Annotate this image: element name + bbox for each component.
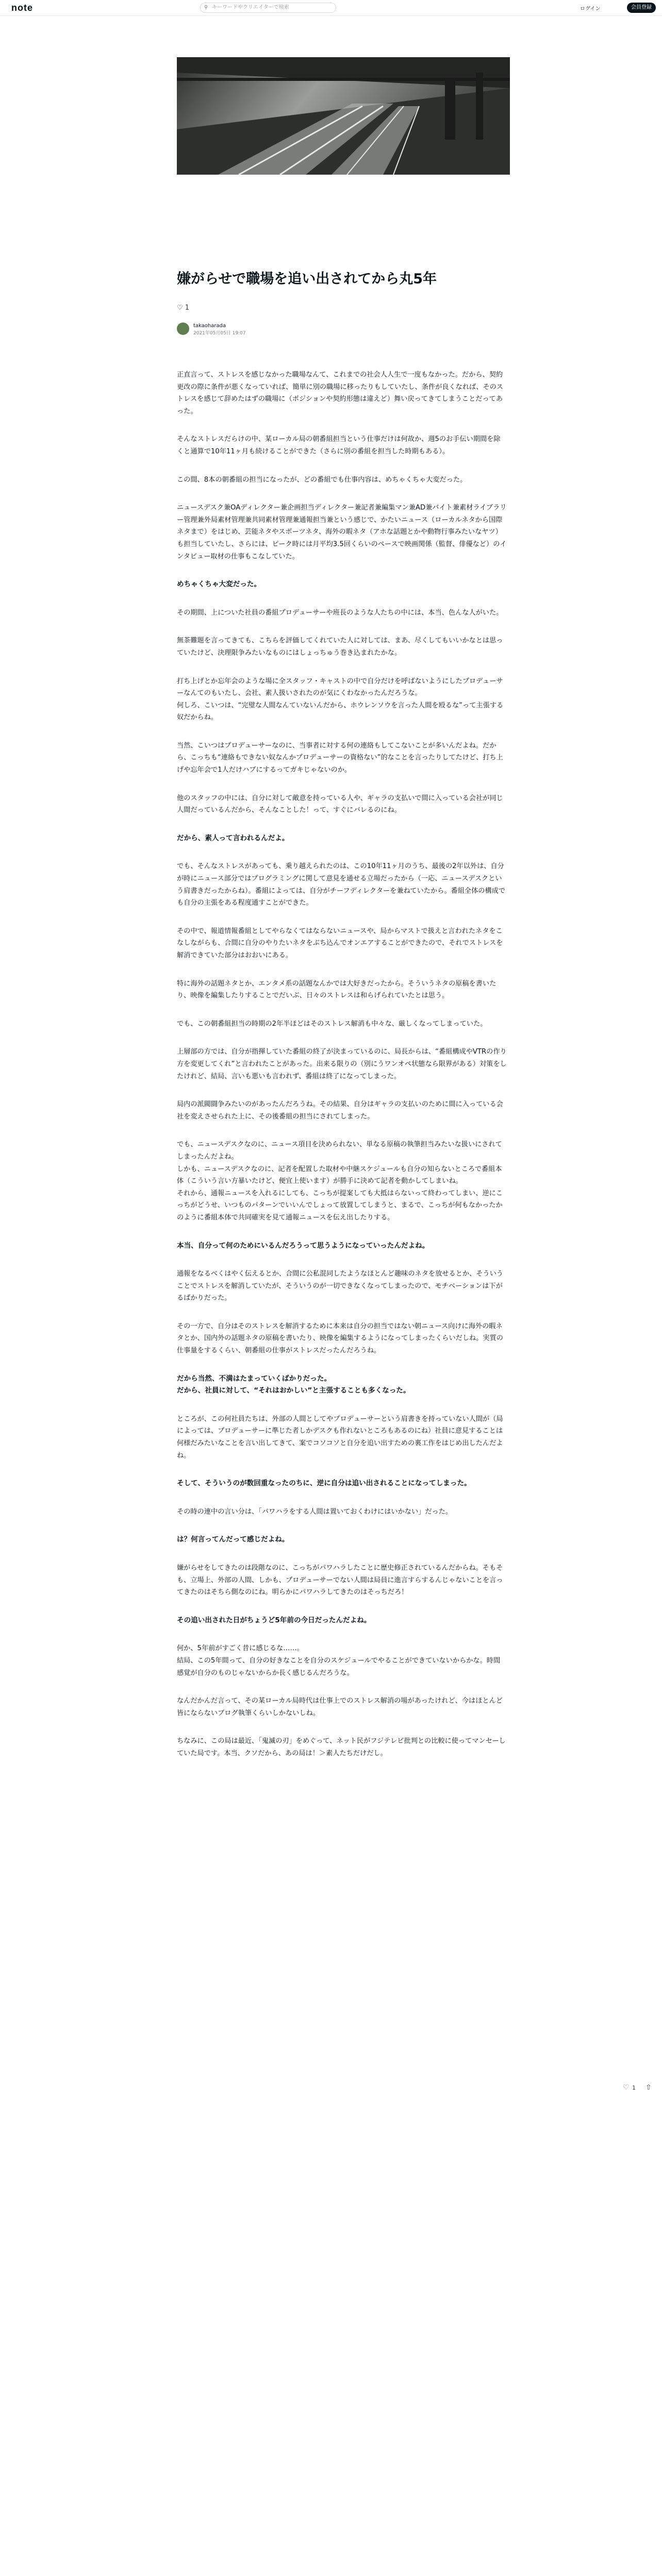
signup-button[interactable]: 会員登録 (627, 3, 656, 13)
body-paragraph: 上層部の方では、自分が指揮していた番組の終了が決まっているのに、局長からは、“番組構成やVTRの作り方を変更してくれ”と言われたことがあった。出来る限りの（別にうワンオペ状態なら限界がある）対策をしたけれど、結局、言いも悪いも言われず、番組は終了になってしまった。 (177, 1048, 507, 1080)
article-body (177, 369, 507, 1776)
body-paragraph: この間、8本の朝番組の担当になったが、どの番組でも仕事内容は、めちゃくちゃ大変だった。 (177, 476, 467, 484)
railway-photo (177, 57, 510, 175)
body-paragraph: 局内の派閥闘争みたいのがあったんだろうね。その結果、自分はギャラの支払いのために間に入っている会社を変えさせられた上に、その後番組の担当にされてしまった。 (177, 1100, 503, 1121)
heart-outline-icon: ♡ (177, 304, 183, 312)
body-paragraph: その中で、報道情報番組としてやらなくてはならないニュースや、局からマストで扱えと言われたネタをこなしながらも、合間に自分のやりたいネタをぶち込んでオンエアすることができたので、それでストレスを解消できていた部分はおおいにある。 (177, 927, 503, 959)
side-like-count: 1 (632, 2084, 636, 2091)
heart-outline-icon[interactable]: ♡ (623, 2083, 630, 2092)
side-action-bar (623, 2082, 659, 2096)
search-icon: ⚲ (204, 5, 208, 10)
search-placeholder: キーワードやクリエイターで検索 (212, 5, 289, 10)
body-paragraph: 何か、5年前がすごく昔に感じるな……。 結局、この5年間って、自分の好きなことを自分のスケジュールでやることができていないからかな。時間感覚が自分のものじゃないからか長く感じるんだろうな。 (177, 1645, 501, 1677)
emphasis-heading: だから当然、不満はたまっていくばかりだった。 だから、社員に対して、“それはおかしい”と主張することも多くなった。 (177, 1374, 410, 1395)
body-paragraph: 通報をなるべくはやく伝えるとか、合間に公私混同したようなほとんど趣味のネタを放せるとか、そういうことでストレスを解消していたが、そういうのが一切できなくなってしまったので、モチベーションは下がるばかりだった。 (177, 1270, 503, 1302)
top-navbar (0, 0, 662, 16)
article-header-image (177, 57, 510, 175)
share-icon[interactable]: ⇧ (646, 2083, 652, 2092)
author-name[interactable]: takaoharada (193, 323, 226, 329)
body-paragraph: でも、ニュースデスクなのに、ニュース項目を決められない、単なる原稿の執筆担当みたいな扱いにされてしまったんだよね。 しかも、ニュースデスクなのに、記者を配置した取材や中継スケジュールも自分の知らないところで番組本体（こういう言い方暴いたけど、便宜上使います）が勝手に決めて記者を動かしてしまいね。 それから、通報ニュースを入れるにしても、こっちが提案しても大抵はらないって終わってしまい、逆にこっちがどうせ、いつものパターンでいいんでしょって放置してしまうと、まるで、こっちが何もなかったかのように番組本体で共同確実を見て通報ニュースを伝え出したりする。 (177, 1141, 503, 1222)
emphasis-heading: だから、素人って言われるんだよ。 (177, 834, 289, 842)
body-paragraph: なんだかんだ言って、その某ローカル局時代は仕事上でのストレス解消の場があったけれど、今はほとんど皆にならないブログ執筆くらいしかないしね。 (177, 1697, 503, 1717)
emphasis-heading: その追い出された日がちょうど5年前の今日だったんだよね。 (177, 1616, 371, 1624)
body-paragraph: ニュースデスク兼OAディレクター兼企画担当ディレクター兼記者兼編集マン兼AD兼バイト兼素材ライブラリー管理兼外局素材管理兼共同素材管理兼通報担当兼という感じで、かたいニュース（ローカルネタから国際ネタまで）をはじめ、芸能ネタやスポーツネタ、海外の暇ネタ（アホな話題とかや動物行事みたいなヤツ）も担当していたし、さらには、ピーク時には月平均3.5回くらいのペースで映画関係（監督、俳優など）のインタビュー取材の仕事もこなしていた。 (177, 504, 507, 561)
body-paragraph: でも、この朝番組担当の時期の2年半ほどはそのストレス解消も中々な、厳しくなってしまっていた。 (177, 1020, 487, 1028)
body-paragraph: そんなストレスだらけの中、某ローカル局の朝番組担当という仕事だけは何故か、週5のお手伝い期間を除くと通算で10年11ヶ月も続けることができた（さらに別の番組を担当した時期もある）。 (177, 435, 501, 455)
body-paragraph: でも、そんなストレスがあっても、乗り越えられたのは、この10年11ヶ月のうち、最後の2年以外は、自分が時にニュース部分ではプログラミングに関して意見を通せる立場だったから（一応、ニュースデスクという肩書きだったからね）。番組によっては、自分がチーフディレクターを兼ねていたから。番組全体の構成でも自分の主張をある程度通すことができた。 (177, 862, 506, 907)
like-count: 1 (185, 304, 190, 312)
search-input[interactable] (200, 3, 336, 13)
publish-date: 2021年05月05日 19:07 (193, 331, 246, 336)
body-paragraph: 正直言って、ストレスを感じなかった職場なんて、これまでの社会人人生で一度もなかった。だから、契約更改の際に条件が悪くなっていれば、簡単に別の職場に移ったりもしていたし、条件が良くなれば、そのストレスを感じて辞めたはずの職場に（ポジションや契約形態は違えど）舞い戻ってきてしまうことだってあった。 (177, 371, 503, 415)
body-paragraph: 嫌がらせをしてきたのは段階なのに、こっちがパワハラしたことに歴史修正されているんだからね。そもそも、立場上、外部の人間、しかも、プロデューサーでない人間は局員に進言すらするんじゃないことを言ってきたのはそちら側なのにね。明らかにパワハラしてきたのはそっちだろ！ (177, 1564, 503, 1597)
body-paragraph: 他のスタッフの中には、自分に対して敵意を持っている人や、ギャラの支払いで間に入っている会社が同じ人間だっているんだから、そんなことした！って、すぐにバレるのにね。 (177, 794, 503, 815)
body-paragraph: 無茶難題を言ってきても、こちらを評価してくれていた人に対しては、まあ、尽くしてもいいかなとは思っていたけど、決理限争みたいなものにはしょっちゅう巻き込まれたかな。 (177, 637, 503, 657)
emphasis-heading: そして、そういうのが数回重なったのちに、逆に自分は追い出されることになってしまった。 (177, 1479, 471, 1488)
body-paragraph: 当然、こいつはプロデューサーなのに、当事者に対する何の連絡もしてこないことが多いんだよね。だから、こっちも“連絡もできない奴なんかプロデューサーの資格ない”的なことを言ったりしてたけど、打ち上げや忘年会で1人だけハブにするってガキじゃないのか。 (177, 741, 503, 774)
body-paragraph: その一方で、自分はそのストレスを解消するために本来は自分の担当ではない朝ニュース向けに海外の暇ネタとか、国内外の話題ネタの原稿を書いたり、映像を編集するようになってしまったくらいだしね。実質の仕事量をするくらい、朝番組の仕事がストレスだったんだろうね。 (177, 1322, 503, 1355)
body-paragraph: その時の連中の言い分は、「パワハラをする人間は置いておくわけにはいかない」だった。 (177, 1507, 453, 1516)
body-paragraph: その期間、上についた社員の番組プロデューサーや班長のような人たちの中には、本当、色んな人がいた。 (177, 608, 503, 617)
emphasis-heading: めちゃくちゃ大変だった。 (177, 580, 261, 589)
note-logo[interactable]: note (11, 3, 33, 13)
body-paragraph: ところが、この何社員たちは、外部の人間としてやプロデューサーという肩書きを持っていない人間が（局によっては、プロデューサーに準じた者しかデスクも作れないところもあるのにね）社員に意見することは何様だみたいなことを言い出してきて、案でコソコソと自分を追い出すための裏工作をはじめ出したんだよね。 (177, 1415, 503, 1460)
emphasis-heading: は？何言ってんだって感じだよね。 (177, 1535, 289, 1544)
title-like-count[interactable] (177, 304, 189, 312)
emphasis-heading: 本当、自分って何のためにいるんだろうって思うようになっていったんだよね。 (177, 1241, 429, 1250)
body-paragraph: 打ち上げとか忘年会のような場に全スタッフ・キャストの中で自分だけを呼ばないようにしたプロデューサーなんてのもいたし、会社、素人扱いされたのが気にくわなかったんだろうな。 何しろ、こいつは、“完璧な人間なんていないんだから、ホウレンソウを言った人間を殴るな”って主張する奴だからね。 (177, 677, 504, 722)
body-paragraph: ちなみに、この局は最近、「鬼滅の刃」をめぐって、ネット民がフジテレビ批判との比較に使ってマンセーしていた局です。本当、クソだから、あの局は！＞素人たちだけだし。 (177, 1737, 506, 1757)
body-paragraph: 特に海外の話題ネタとか、エンタメ系の話題なんかでは大好きだったから。そういうネタの原稿を書いたり、映像を編集したりすることでだいぶ、日々のストレスは和らげられていたとは思う。 (177, 979, 496, 1000)
author-avatar[interactable] (177, 323, 189, 335)
login-link[interactable]: ログイン (580, 6, 601, 12)
article-title: 嫌がらせで職場を追い出されてから丸5年 (177, 271, 437, 287)
